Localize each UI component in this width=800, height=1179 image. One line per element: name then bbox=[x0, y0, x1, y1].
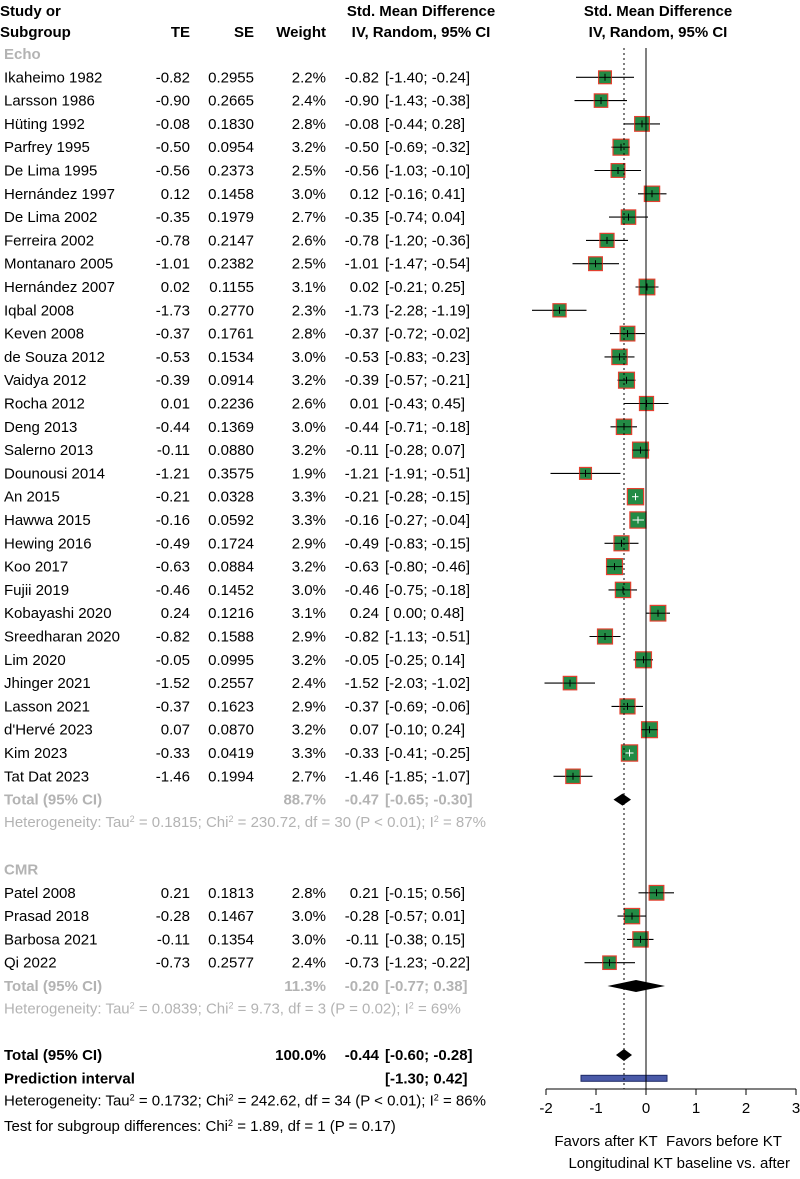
study-te: -1.73 bbox=[155, 302, 190, 320]
study-name: Qi 2022 bbox=[4, 954, 57, 972]
study-ci-text-group bbox=[345, 326, 470, 343]
subgroup-diamond bbox=[608, 980, 666, 992]
study-te: -0.11 bbox=[156, 931, 190, 949]
study-weight: 2.6% bbox=[291, 395, 326, 413]
study-ci-text-group bbox=[345, 139, 470, 156]
study-weight: 3.3% bbox=[291, 745, 326, 762]
subgroup-total-label: Total (95% CI) bbox=[4, 978, 103, 995]
subgroup-label: Echo bbox=[4, 46, 41, 63]
study-ci-text-interval: [-0.21; 0.25] bbox=[385, 279, 466, 296]
study-te: -0.49 bbox=[155, 535, 190, 553]
study-ci-text-group bbox=[350, 279, 465, 296]
study-ci-text-group bbox=[345, 955, 470, 972]
study-ci-text-estimate: -0.78 bbox=[344, 232, 379, 250]
study-name: Sreedharan 2020 bbox=[4, 628, 120, 646]
subgroup-total-ci-text-estimate: -0.47 bbox=[344, 791, 379, 809]
study-ci-text-group bbox=[345, 232, 470, 249]
study-se: 0.1761 bbox=[208, 325, 254, 343]
study-ci-text-group bbox=[345, 256, 470, 273]
subgroup-heterogeneity: Heterogeneity: Tau$^2$ = 0.1815; Chi$^2$ = 230.72, df = 30 (P < 0.01); $I^2 = 87\%$ bbox=[4, 813, 486, 831]
study-name: Kobayashi 2020 bbox=[4, 605, 112, 623]
study-weight: 2.8% bbox=[291, 884, 326, 902]
subgroup-total-weight: 11.3% bbox=[284, 978, 326, 995]
study-ci-text-group bbox=[346, 931, 465, 948]
study-ci-text-estimate: -1.21 bbox=[344, 465, 379, 483]
study-weight: 2.9% bbox=[291, 535, 326, 553]
study-ci-text-interval: [-0.69; -0.32] bbox=[385, 139, 471, 157]
study-te: 0.24 bbox=[160, 605, 190, 623]
study-name: Koo 2017 bbox=[4, 558, 69, 576]
x-axis-tick-label: -2 bbox=[539, 1100, 553, 1117]
study-te: -1.21 bbox=[155, 465, 190, 483]
study-name: Larsson 1986 bbox=[4, 92, 95, 110]
forest-rows bbox=[4, 46, 486, 1135]
study-ci-text-interval: [-1.13; -0.51] bbox=[385, 628, 471, 646]
study-ci-text-interval: [-0.80; -0.46] bbox=[385, 558, 471, 576]
study-te: -0.56 bbox=[155, 162, 190, 180]
subgroup-total-ci-text-interval: [-0.77; 0.38] bbox=[385, 978, 468, 995]
study-name: Tat Dat 2023 bbox=[4, 768, 90, 786]
overall-total-ci-text-group bbox=[345, 1047, 473, 1064]
x-axis-tick-label: -1 bbox=[589, 1100, 603, 1117]
study-weight: 2.4% bbox=[291, 92, 326, 110]
study-se: 0.2955 bbox=[208, 69, 254, 87]
study-ci-text-estimate: -0.39 bbox=[344, 372, 379, 390]
study-weight: 2.7% bbox=[291, 768, 326, 786]
header-study-2: Subgroup bbox=[0, 24, 71, 41]
study-name: Ikaheimo 1982 bbox=[4, 69, 103, 87]
study-ci-text-estimate: -0.82 bbox=[344, 628, 379, 646]
study-se: 0.0880 bbox=[208, 442, 254, 460]
subgroup-heterogeneity: Heterogeneity: Tau$^2$ = 0.0839; Chi$^2$ = 9.73, df = 3 (P = 0.02); $I^2 = 69\%$ bbox=[4, 1000, 461, 1018]
study-ci-text-interval: [-0.71; -0.18] bbox=[385, 418, 471, 436]
study-ci-text-interval: [-2.03; -1.02] bbox=[385, 675, 471, 693]
study-te: -0.78 bbox=[155, 232, 190, 250]
study-name: Montanaro 2005 bbox=[4, 255, 114, 273]
study-ci-text-estimate: -0.53 bbox=[344, 348, 379, 366]
study-weight: 1.9% bbox=[291, 465, 326, 483]
study-ci-text-interval: [-0.28; 0.07] bbox=[385, 442, 466, 460]
study-se: 0.1369 bbox=[208, 418, 254, 436]
study-name: Salerno 2013 bbox=[4, 442, 94, 460]
study-ci-text-interval: [-0.16; 0.41] bbox=[385, 185, 466, 203]
study-se: 0.1216 bbox=[208, 605, 254, 623]
study-te: -0.21 bbox=[155, 488, 190, 506]
study-name: Vaidya 2012 bbox=[4, 372, 87, 390]
study-te: -0.90 bbox=[155, 92, 190, 110]
study-weight: 3.0% bbox=[291, 418, 326, 436]
study-name: Iqbal 2008 bbox=[4, 302, 75, 320]
study-te: 0.01 bbox=[160, 395, 190, 413]
study-name: Lasson 2021 bbox=[4, 698, 90, 716]
study-ci-text-estimate: -1.52 bbox=[344, 675, 379, 693]
study-ci-text-estimate: -1.01 bbox=[344, 255, 379, 273]
study-se: 0.0419 bbox=[208, 745, 254, 762]
subgroup-diamond bbox=[614, 794, 632, 806]
study-ci-text-group bbox=[345, 652, 465, 669]
study-ci-text-group bbox=[345, 163, 470, 180]
study-weight: 3.1% bbox=[291, 605, 326, 623]
study-weight: 3.1% bbox=[291, 279, 326, 296]
study-ci-text-group bbox=[345, 69, 470, 86]
study-ci-text-estimate: -0.50 bbox=[344, 139, 379, 157]
x-axis-tick-label: 2 bbox=[741, 1100, 751, 1117]
study-se: 0.1354 bbox=[208, 931, 254, 949]
study-ci-text-interval: [-1.47; -0.54] bbox=[385, 255, 471, 273]
subgroup-total-ci-text-estimate: -0.20 bbox=[344, 978, 379, 995]
study-name: De Lima 2002 bbox=[4, 209, 98, 227]
study-name: Hernández 2007 bbox=[4, 279, 115, 296]
study-ci-text-estimate: -0.35 bbox=[344, 209, 379, 227]
study-te: -0.08 bbox=[155, 115, 190, 133]
study-ci-text-estimate: -1.73 bbox=[344, 302, 379, 320]
study-ci-text-group bbox=[345, 512, 470, 529]
study-ci-text-group bbox=[345, 675, 470, 692]
study-ci-text-group bbox=[345, 489, 470, 506]
subgroup-label: CMR bbox=[4, 861, 39, 879]
study-ci-text-interval: [-0.83; -0.15] bbox=[385, 535, 471, 553]
study-ci-text-estimate: -0.37 bbox=[344, 698, 379, 716]
study-ci-text-group bbox=[345, 768, 470, 785]
study-name: Rocha 2012 bbox=[4, 395, 85, 413]
study-ci-text-estimate: -0.82 bbox=[344, 69, 379, 87]
study-ci-text-interval: [-0.41; -0.25] bbox=[385, 745, 471, 762]
study-weight: 3.3% bbox=[291, 512, 326, 529]
study-ci-text-estimate: -0.05 bbox=[344, 651, 379, 669]
study-se: 0.1155 bbox=[209, 279, 254, 296]
study-ci-text-interval: [-1.43; -0.38] bbox=[385, 92, 471, 110]
study-se: 0.1994 bbox=[208, 768, 254, 786]
overall-total-ci-text-interval: [-0.60; -0.28] bbox=[385, 1047, 473, 1064]
study-ci-text-group bbox=[345, 535, 470, 552]
study-ci-text-estimate: -0.16 bbox=[344, 512, 379, 529]
study-ci-text-group bbox=[350, 186, 465, 203]
study-te: -1.01 bbox=[155, 255, 190, 273]
study-te: -1.52 bbox=[155, 675, 190, 693]
study-weight: 2.3% bbox=[291, 302, 326, 320]
study-ci-text-interval: [-2.28; -1.19] bbox=[385, 302, 471, 320]
subgroup-test: Test for subgroup differences: Chi$^2$ = 1.89, df = 1 (P = 0.17) bbox=[4, 1117, 396, 1135]
study-te: -0.50 bbox=[155, 139, 190, 157]
study-ci-text-interval: [-0.10; 0.24] bbox=[385, 721, 466, 739]
study-se: 0.2665 bbox=[208, 92, 254, 110]
study-weight: 3.3% bbox=[291, 488, 326, 506]
study-ci-text-estimate: -0.21 bbox=[344, 488, 379, 506]
study-ci-text-interval: [-0.15; 0.56] bbox=[385, 884, 466, 902]
study-ci-text-group bbox=[345, 629, 470, 646]
study-te: -0.16 bbox=[155, 512, 190, 529]
study-te: -0.53 bbox=[155, 348, 190, 366]
study-name: Parfrey 1995 bbox=[4, 139, 90, 157]
study-ci-text-estimate: -0.90 bbox=[344, 92, 379, 110]
study-name: de Souza 2012 bbox=[4, 348, 105, 366]
study-te: -0.73 bbox=[155, 954, 190, 972]
study-se: 0.1979 bbox=[208, 209, 254, 227]
study-name: Dounousi 2014 bbox=[4, 465, 105, 483]
study-se: 0.0870 bbox=[208, 721, 254, 739]
study-ci-text-group bbox=[345, 745, 470, 762]
study-se: 0.0954 bbox=[208, 139, 254, 157]
study-ci-text-estimate: 0.07 bbox=[349, 721, 379, 739]
overall-heterogeneity: Heterogeneity: Tau$^2$ = 0.1732; Chi$^2$ = 242.62, df = 34 (P < 0.01); $I^2 = 86\%$ bbox=[4, 1092, 486, 1110]
study-weight: 2.6% bbox=[291, 232, 326, 250]
overall-total-label: Total (95% CI) bbox=[4, 1047, 103, 1064]
study-ci-text-estimate: -0.11 bbox=[345, 931, 379, 949]
study-ci-text-estimate: -0.37 bbox=[344, 325, 379, 343]
subgroup-total-weight: 88.7% bbox=[283, 791, 326, 809]
prediction-interval-label: Prediction interval bbox=[4, 1070, 135, 1088]
favors-right-label: Favors before KT bbox=[666, 1133, 782, 1150]
study-se: 0.1534 bbox=[208, 348, 254, 366]
study-ci-text-group bbox=[345, 698, 470, 715]
study-te: -0.37 bbox=[155, 325, 190, 343]
study-name: Ferreira 2002 bbox=[4, 232, 95, 250]
study-ci-text-estimate: -0.33 bbox=[344, 745, 379, 762]
study-ci-text-estimate: -1.46 bbox=[344, 768, 379, 786]
study-ci-text-estimate: -0.28 bbox=[344, 908, 379, 926]
study-ci-text-interval: [-0.57; -0.21] bbox=[385, 372, 471, 390]
prediction-interval-text: [-1.30; 0.42] bbox=[385, 1070, 468, 1088]
study-se: 0.1724 bbox=[208, 535, 254, 553]
study-se: 0.1467 bbox=[208, 908, 254, 926]
study-se: 0.2373 bbox=[208, 162, 254, 180]
study-te: -0.05 bbox=[155, 651, 190, 669]
study-ci-text-estimate: 0.02 bbox=[349, 279, 379, 296]
study-weight: 2.2% bbox=[291, 69, 326, 87]
subgroup-total-label: Total (95% CI) bbox=[4, 791, 103, 809]
header-plot-2: IV, Random, 95% CI bbox=[588, 24, 728, 41]
study-name: Fujii 2019 bbox=[4, 581, 70, 599]
study-ci-text-interval: [-1.91; -0.51] bbox=[385, 465, 471, 483]
study-ci-text-group bbox=[345, 559, 470, 576]
study-se: 0.1623 bbox=[208, 698, 254, 716]
study-ci-text-group bbox=[345, 302, 470, 319]
study-weight: 2.8% bbox=[291, 115, 326, 133]
study-ci-text-interval: [-0.27; -0.04] bbox=[385, 512, 471, 529]
study-ci-text-group bbox=[345, 582, 470, 599]
study-se: 0.1588 bbox=[208, 628, 254, 646]
study-ci-text-estimate: -0.63 bbox=[344, 558, 379, 576]
study-te: -0.82 bbox=[155, 69, 190, 87]
study-ci-text-group bbox=[350, 722, 465, 739]
study-ci-text-group bbox=[345, 419, 470, 436]
study-name: Hewing 2016 bbox=[4, 535, 92, 553]
study-ci-text-interval: [-1.03; -0.10] bbox=[385, 162, 471, 180]
study-weight: 3.0% bbox=[291, 581, 326, 599]
study-name: d'Hervé 2023 bbox=[4, 721, 93, 739]
subgroup-total-ci-text-interval: [-0.65; -0.30] bbox=[385, 791, 473, 809]
plot-area bbox=[532, 48, 800, 1172]
study-se: 0.0884 bbox=[208, 558, 254, 576]
study-ci-text-group bbox=[350, 885, 465, 902]
study-ci-text-estimate: -0.73 bbox=[344, 954, 379, 972]
study-se: 0.2577 bbox=[208, 954, 254, 972]
study-te: -0.63 bbox=[155, 558, 190, 576]
study-name: Prasad 2018 bbox=[4, 908, 90, 926]
study-weight: 2.5% bbox=[291, 255, 326, 273]
x-axis-label: Longitudinal KT baseline vs. after bbox=[568, 1155, 790, 1172]
study-ci-text-group bbox=[345, 465, 470, 482]
study-ci-text-interval: [-1.40; -0.24] bbox=[385, 69, 471, 87]
study-te: -0.33 bbox=[155, 745, 190, 762]
study-ci-text-interval: [-0.57; 0.01] bbox=[385, 908, 466, 926]
study-name: Deng 2013 bbox=[4, 418, 78, 436]
study-ci-text-estimate: 0.21 bbox=[349, 884, 379, 902]
study-te: -0.35 bbox=[155, 209, 190, 227]
study-name: Kim 2023 bbox=[4, 745, 68, 762]
header-study-1: Study or bbox=[0, 3, 61, 20]
study-te: 0.12 bbox=[160, 185, 190, 203]
study-ci-text-estimate: -0.46 bbox=[344, 581, 379, 599]
favors-left-label: Favors after KT bbox=[554, 1133, 658, 1150]
study-ci-text-group bbox=[346, 442, 465, 459]
study-se: 0.1452 bbox=[208, 581, 254, 599]
study-ci-text-estimate: -0.56 bbox=[344, 162, 379, 180]
header-se: SE bbox=[233, 24, 254, 41]
study-name: Lim 2020 bbox=[4, 651, 66, 669]
study-se: 0.0328 bbox=[208, 488, 254, 506]
study-ci-text-interval: [-0.44; 0.28] bbox=[385, 115, 466, 133]
study-weight: 3.2% bbox=[291, 442, 326, 460]
study-name: Hernández 1997 bbox=[4, 185, 115, 203]
study-se: 0.1458 bbox=[208, 185, 254, 203]
study-name: Hawwa 2015 bbox=[4, 512, 91, 529]
header-smd-2: IV, Random, 95% CI bbox=[351, 24, 491, 41]
study-name: Patel 2008 bbox=[4, 884, 76, 902]
study-te: -1.46 bbox=[155, 768, 190, 786]
study-weight: 2.4% bbox=[291, 954, 326, 972]
study-weight: 3.2% bbox=[291, 651, 326, 669]
study-name: Jhinger 2021 bbox=[4, 675, 91, 693]
study-ci-text-group bbox=[345, 116, 465, 133]
study-se: 0.0995 bbox=[208, 651, 254, 669]
study-weight: 2.9% bbox=[291, 628, 326, 646]
study-weight: 3.2% bbox=[291, 139, 326, 157]
study-weight: 3.2% bbox=[291, 558, 326, 576]
study-ci-text-estimate: 0.01 bbox=[349, 395, 379, 413]
overall-total-weight: 100.0% bbox=[275, 1047, 326, 1064]
study-se: 0.0592 bbox=[208, 512, 254, 529]
study-ci-text-interval: [-0.69; -0.06] bbox=[385, 698, 471, 716]
study-ci-text-interval: [-1.20; -0.36] bbox=[385, 232, 471, 250]
study-name: De Lima 1995 bbox=[4, 162, 98, 180]
study-te: -0.46 bbox=[155, 581, 190, 599]
study-te: 0.21 bbox=[160, 884, 190, 902]
header-te: TE bbox=[170, 24, 190, 41]
study-ci-text-group bbox=[345, 372, 470, 389]
study-ci-text-estimate: 0.24 bbox=[349, 605, 379, 623]
study-weight: 2.8% bbox=[291, 325, 326, 343]
study-ci-text-interval: [ 0.00; 0.48] bbox=[385, 605, 465, 623]
study-ci-text-estimate: -0.49 bbox=[344, 535, 379, 553]
study-ci-text-group bbox=[345, 93, 470, 110]
study-ci-text-interval: [-0.25; 0.14] bbox=[385, 651, 466, 669]
x-axis-tick-label: 3 bbox=[791, 1100, 800, 1117]
study-ci-text-interval: [-0.28; -0.15] bbox=[385, 488, 471, 506]
study-weight: 3.0% bbox=[291, 931, 326, 949]
header-plot-1: Std. Mean Difference bbox=[583, 3, 733, 20]
subgroup-total-ci-text-group bbox=[345, 978, 468, 995]
header bbox=[0, 3, 732, 41]
header-smd-1: Std. Mean Difference bbox=[346, 3, 496, 20]
study-name: Hüting 1992 bbox=[4, 115, 85, 133]
study-ci-text-interval: [-0.83; -0.23] bbox=[385, 348, 471, 366]
study-weight: 3.2% bbox=[291, 372, 326, 390]
subgroup-total-ci-text-group bbox=[345, 792, 473, 809]
study-weight: 3.0% bbox=[291, 348, 326, 366]
study-ci-text-interval: [-0.74; 0.04] bbox=[385, 209, 466, 227]
study-weight: 3.0% bbox=[291, 185, 326, 203]
study-ci-text-interval: [-1.85; -1.07] bbox=[385, 768, 471, 786]
study-weight: 3.0% bbox=[291, 908, 326, 926]
study-ci-text-interval: [-0.72; -0.02] bbox=[385, 325, 471, 343]
study-te: -0.82 bbox=[155, 628, 190, 646]
study-weight: 2.7% bbox=[291, 209, 326, 227]
overall-total-ci-text-estimate: -0.44 bbox=[344, 1047, 379, 1064]
study-se: 0.1830 bbox=[208, 115, 254, 133]
study-ci-text-interval: [-0.75; -0.18] bbox=[385, 581, 471, 599]
study-te: -0.11 bbox=[156, 442, 190, 460]
study-name: An 2015 bbox=[4, 488, 60, 506]
study-se: 0.2147 bbox=[208, 232, 254, 250]
study-te: -0.39 bbox=[155, 372, 190, 390]
x-axis-tick-label: 0 bbox=[641, 1100, 651, 1117]
study-ci-text-estimate: -0.11 bbox=[345, 442, 379, 460]
study-ci-text-group bbox=[345, 908, 465, 925]
study-weight: 2.9% bbox=[291, 698, 326, 716]
study-se: 0.0914 bbox=[208, 372, 254, 390]
study-ci-text-estimate: -0.08 bbox=[344, 115, 379, 133]
study-te: -0.37 bbox=[155, 698, 190, 716]
study-ci-text-group bbox=[345, 349, 470, 366]
x-axis-tick-label: 1 bbox=[691, 1100, 701, 1117]
study-te: 0.07 bbox=[160, 721, 190, 739]
study-ci-text-group bbox=[345, 209, 465, 226]
study-se: 0.2382 bbox=[208, 255, 254, 273]
study-se: 0.1813 bbox=[208, 884, 254, 902]
study-name: Keven 2008 bbox=[4, 325, 85, 343]
study-weight: 2.4% bbox=[291, 675, 326, 693]
study-name: Barbosa 2021 bbox=[4, 931, 98, 949]
study-weight: 3.2% bbox=[291, 721, 326, 739]
study-se: 0.3575 bbox=[208, 465, 254, 483]
study-ci-text-interval: [-0.38; 0.15] bbox=[385, 931, 466, 949]
study-se: 0.2770 bbox=[208, 302, 254, 320]
study-se: 0.2557 bbox=[208, 675, 254, 693]
study-ci-text-interval: [-1.23; -0.22] bbox=[385, 954, 471, 972]
study-te: 0.02 bbox=[160, 279, 190, 296]
study-weight: 2.5% bbox=[291, 162, 326, 180]
study-ci-text-estimate: 0.12 bbox=[349, 185, 379, 203]
study-ci-text-estimate: -0.44 bbox=[344, 418, 379, 436]
study-te: -0.28 bbox=[155, 908, 190, 926]
study-ci-text-interval: [-0.43; 0.45] bbox=[385, 395, 466, 413]
study-te: -0.44 bbox=[155, 418, 190, 436]
study-ci-text-group bbox=[350, 605, 464, 622]
header-weight: Weight bbox=[276, 24, 326, 41]
study-ci-text-group bbox=[350, 396, 465, 413]
study-se: 0.2236 bbox=[208, 395, 254, 413]
